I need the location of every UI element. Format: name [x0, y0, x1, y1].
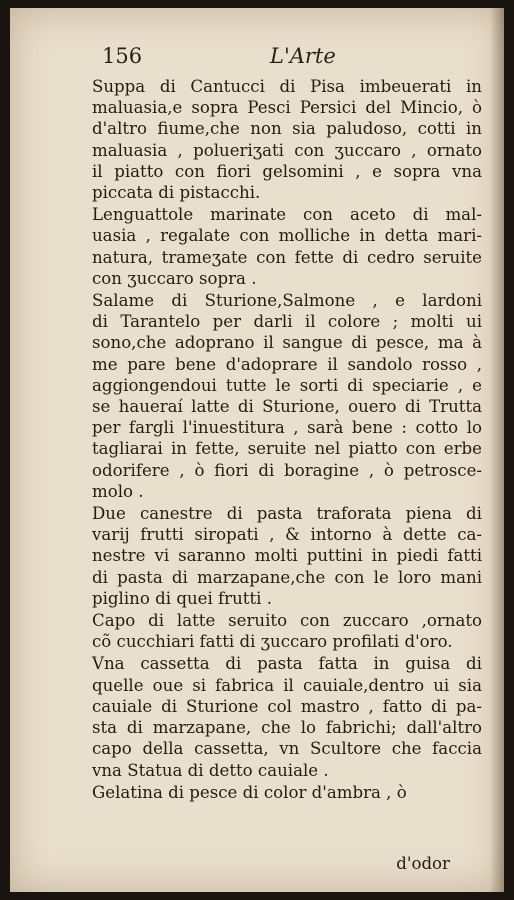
text-line: se haueraí latte di Sturione, ouero di Trutta [92, 397, 482, 417]
page-header [102, 44, 354, 74]
text-line: cauiale di Sturione col mastro , fatto di pa- [92, 696, 482, 716]
catchword: d'odor [396, 854, 450, 873]
text-line: odorifere , ò fiori di boragine , ò petrosce- [92, 460, 482, 480]
text-line: Vna cassetta di pasta fatta in guisa di [92, 654, 482, 674]
text-line: me pare bene d'adoprare il sandolo rosso , [92, 354, 482, 374]
text-line: aggiongendoui tutte le sorti di speciarie , e [92, 375, 482, 395]
text-line: cõ cucchiari fatti di ʒuccaro profilati d'oro. [92, 632, 453, 652]
paragraph [92, 610, 482, 652]
page-gutter-shadow [490, 8, 504, 892]
text-line: Salame di Sturione,Salmone , e lardoni [92, 291, 482, 311]
text-line: vna Statua di detto cauiale . [92, 760, 329, 780]
text-line: maluasia , polueriʒati con ʒuccaro , ornato [92, 140, 482, 160]
book-page [10, 8, 504, 892]
text-line: natura, trameʒate con fette di cedro seruite [92, 247, 482, 267]
text-line: Gelatina di pesce di color d'ambra , ò [92, 782, 407, 802]
text-line: uasia , regalate con molliche in detta mari- [92, 226, 482, 246]
text-line: di Tarantelo per darli il colore ; molti ui [92, 312, 482, 332]
text-line: sta di marzapane, che lo fabrichi; dall'altro [92, 718, 482, 738]
text-line: molo . [92, 481, 144, 501]
paragraph [92, 76, 482, 203]
text-line: Capo di latte seruito con zuccaro ,ornato [92, 611, 482, 631]
text-line: il piatto con fiori gelsomini , e sopra vna [92, 161, 482, 181]
running-title: L'Arte [270, 44, 336, 68]
text-line: per fargli l'inuestitura , sarà bene : cotto lo [92, 418, 482, 438]
text-line: tagliarai in fette, seruite nel piatto con erbe [92, 439, 482, 459]
paragraph [92, 290, 482, 502]
text-line: maluasia,e sopra Pesci Persici del Mincio, ò [92, 98, 482, 118]
text-line: con ʒuccaro sopra . [92, 268, 257, 288]
text-line: d'altro fiume,che non sia paludoso, cotti in [92, 119, 482, 139]
text-line: di pasta di marzapane,che con le loro mani [92, 567, 482, 587]
text-line: nestre vi saranno molti puttini in piedi fatti [92, 546, 482, 566]
text-line: sono,che adoprano il sangue di pesce, ma à [92, 333, 482, 353]
text-line: varij frutti siropati , & intorno à dette ca- [92, 525, 482, 545]
text-line: capo della cassetta, vn Scultore che faccia [92, 739, 482, 759]
text-line: quelle oue si fabrica il cauiale,dentro ui sia [92, 675, 482, 695]
paragraph [92, 653, 482, 780]
text-line: piccata di pistacchi. [92, 183, 261, 203]
text-line: Suppa di Cantucci di Pisa imbeuerati in [92, 77, 482, 96]
page-number: 156 [102, 44, 143, 68]
text-line: Due canestre di pasta traforata piena di [92, 504, 482, 524]
page-body [92, 76, 482, 803]
paragraph [92, 782, 482, 803]
paragraph [92, 204, 482, 289]
text-line: Lenguattole marinate con aceto di mal- [92, 205, 482, 225]
paragraph [92, 503, 482, 609]
text-line: piglino di quei frutti . [92, 588, 272, 608]
